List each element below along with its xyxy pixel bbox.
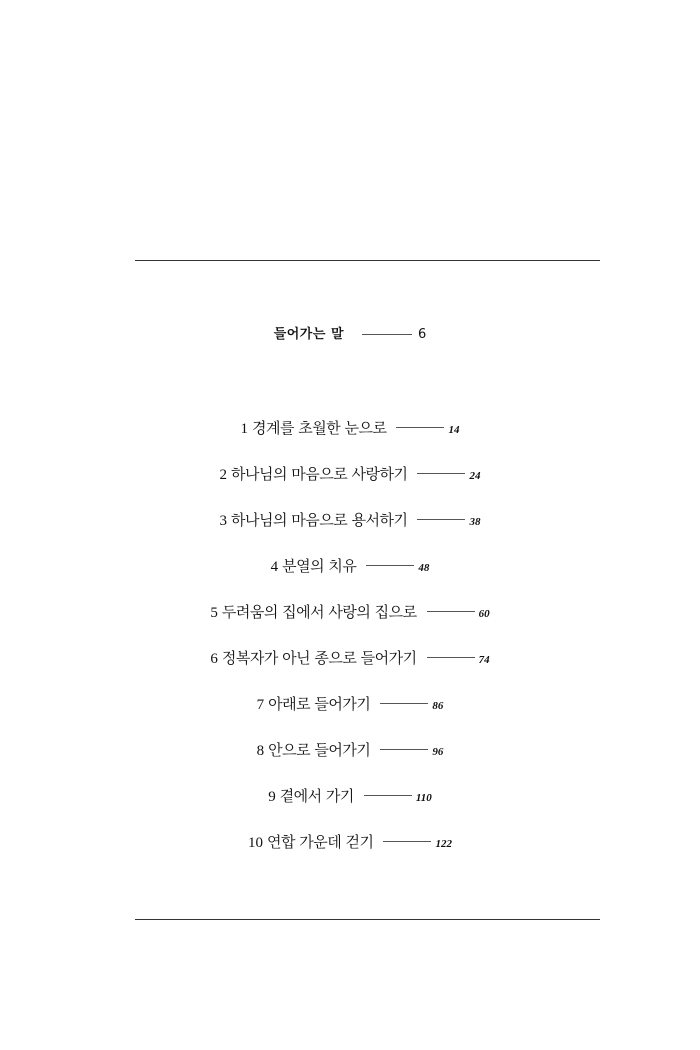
intro-entry[interactable] xyxy=(0,325,700,345)
chapter-title: 정복자가 아닌 종으로 들어가기 xyxy=(221,649,417,667)
intro-page-number: 6 xyxy=(418,327,427,342)
top-rule xyxy=(135,260,600,261)
leader-line xyxy=(427,657,475,658)
chapter-title: 하나님의 마음으로 사랑하기 xyxy=(231,465,408,483)
chapter-number: 3 xyxy=(219,513,228,529)
chapter-number: 1 xyxy=(240,421,249,437)
page-number: 60 xyxy=(478,608,490,620)
chapter-number: 2 xyxy=(219,467,228,483)
toc-entry-7[interactable] xyxy=(0,691,700,737)
page-number: 38 xyxy=(469,516,481,528)
chapter-title: 연합 가운데 걷기 xyxy=(267,833,374,851)
toc-entry-6[interactable] xyxy=(0,645,700,691)
intro-leader-line xyxy=(362,334,412,335)
chapter-number: 7 xyxy=(256,697,265,713)
chapter-number: 8 xyxy=(256,743,265,759)
leader-line xyxy=(366,565,414,566)
chapter-title: 곁에서 가기 xyxy=(279,787,354,805)
toc-entry-5[interactable] xyxy=(0,599,700,645)
page-number: 14 xyxy=(448,424,460,436)
chapter-title: 안으로 들어가기 xyxy=(268,741,371,759)
toc-entry-2[interactable] xyxy=(0,461,700,507)
page-number: 48 xyxy=(418,562,430,574)
page-number: 122 xyxy=(435,838,452,850)
page-number: 86 xyxy=(432,700,444,712)
intro-title: 들어가는 말 xyxy=(273,327,345,342)
leader-line xyxy=(396,427,444,428)
chapter-title: 경계를 초월한 눈으로 xyxy=(252,419,387,437)
chapter-number: 6 xyxy=(210,651,218,667)
chapter-number: 9 xyxy=(268,789,276,805)
leader-line xyxy=(380,749,428,750)
bottom-rule xyxy=(135,919,600,920)
chapter-title: 하나님의 마음으로 용서하기 xyxy=(231,511,408,529)
leader-line xyxy=(417,473,465,474)
page-number: 110 xyxy=(415,792,432,804)
chapter-title: 분열의 치유 xyxy=(282,557,357,575)
leader-line xyxy=(427,611,475,612)
toc-entry-10[interactable] xyxy=(0,829,700,875)
toc-entry-4[interactable] xyxy=(0,553,700,599)
leader-line xyxy=(364,795,412,796)
page-number: 96 xyxy=(432,746,444,758)
toc-entry-9[interactable] xyxy=(0,783,700,829)
page-number: 24 xyxy=(469,470,481,482)
toc-entry-3[interactable] xyxy=(0,507,700,553)
chapter-number: 4 xyxy=(270,559,279,575)
leader-line xyxy=(380,703,428,704)
leader-line xyxy=(383,841,431,842)
page-number: 74 xyxy=(478,654,490,666)
chapter-title: 두려움의 집에서 사랑의 집으로 xyxy=(221,603,417,621)
leader-line xyxy=(417,519,465,520)
toc-entry-1[interactable] xyxy=(0,415,700,461)
chapter-title: 아래로 들어가기 xyxy=(268,695,371,713)
chapter-number: 10 xyxy=(248,835,264,851)
toc-entry-8[interactable] xyxy=(0,737,700,783)
chapter-number: 5 xyxy=(210,605,218,621)
table-of-contents xyxy=(0,415,700,875)
